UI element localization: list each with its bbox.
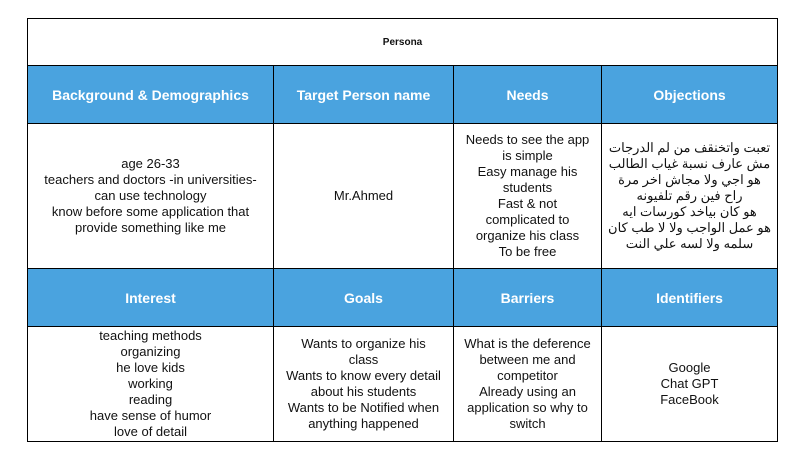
identifier-line: FaceBook <box>660 392 719 407</box>
objections-cell <box>602 124 778 269</box>
goals-line: Wants to be Notified when <box>287 400 440 415</box>
goals-line: about his students <box>310 384 417 399</box>
objection-line: هو اجي ولا مجاش اخر مرة <box>618 172 761 187</box>
goals-line: class <box>348 352 379 367</box>
needs-line: To be free <box>498 244 557 259</box>
header-needs: Needs <box>454 66 602 124</box>
needs-line: complicated to <box>485 212 570 227</box>
target-name: Mr.Ahmed <box>333 188 394 203</box>
persona-title: Persona <box>28 19 778 66</box>
goals-line: Wants to know every detail <box>286 368 441 383</box>
interest-cell <box>28 327 274 442</box>
barriers-line: What is the deference <box>464 336 591 351</box>
header-goals: Goals <box>274 269 454 327</box>
background-line: can use technology <box>94 188 207 203</box>
objection-line: سلمه ولا لسه علي النت <box>625 236 754 251</box>
header-background-demographics: Background & Demographics <box>28 66 274 124</box>
needs-line: students <box>502 180 553 195</box>
barriers-line: Already using an <box>479 384 576 399</box>
interest-line: love of detail <box>114 424 187 439</box>
identifier-line: Google <box>668 360 711 375</box>
target-name-cell <box>274 124 454 269</box>
goals-line: anything happened <box>308 416 419 431</box>
interest-line: organizing <box>120 344 181 359</box>
identifiers-cell <box>602 327 778 442</box>
barriers-line: application so why to <box>467 400 588 415</box>
goals-cell <box>274 327 454 442</box>
barriers-line: switch <box>509 416 546 431</box>
barriers-cell <box>454 327 602 442</box>
interest-line: teaching methods <box>99 328 202 343</box>
background-line: teachers and doctors -in universities- <box>44 172 257 187</box>
interest-line: working <box>128 376 173 391</box>
objection-line: هو عمل الواجب ولا لا طب كان <box>608 220 771 235</box>
interest-line: he love kids <box>116 360 185 375</box>
needs-line: is simple <box>502 148 553 163</box>
persona-table <box>27 18 778 442</box>
header-objections: Objections <box>602 66 778 124</box>
identifier-line: Chat GPT <box>660 376 719 391</box>
header-target-person-name: Target Person name <box>274 66 454 124</box>
background-line: know before some application that <box>51 204 250 219</box>
background-line: provide something like me <box>74 220 227 235</box>
needs-line: Fast & not <box>497 196 558 211</box>
background-cell <box>28 124 274 269</box>
needs-line: organize his class <box>475 228 580 243</box>
needs-cell <box>454 124 602 269</box>
interest-line: reading <box>128 392 173 407</box>
objection-line: تعبت واتخنقف من لم الدرجات <box>608 140 771 155</box>
needs-line: Needs to see the app <box>465 132 590 147</box>
header-barriers: Barriers <box>454 269 602 327</box>
objection-line: مش عارف نسبة غياب الطالب <box>608 156 771 171</box>
header-interest: Interest <box>28 269 274 327</box>
barriers-line: between me and <box>479 352 576 367</box>
needs-line: Easy manage his <box>477 164 578 179</box>
objection-line: هو كان بياخد كورسات ايه <box>622 204 757 219</box>
goals-line: Wants to organize his <box>301 336 426 351</box>
interest-line: have sense of humor <box>89 408 212 423</box>
objection-line: راح فين رقم تلفيونه <box>636 188 743 203</box>
background-line: age 26-33 <box>121 156 180 171</box>
barriers-line: competitor <box>497 368 558 383</box>
header-identifiers: Identifiers <box>602 269 778 327</box>
